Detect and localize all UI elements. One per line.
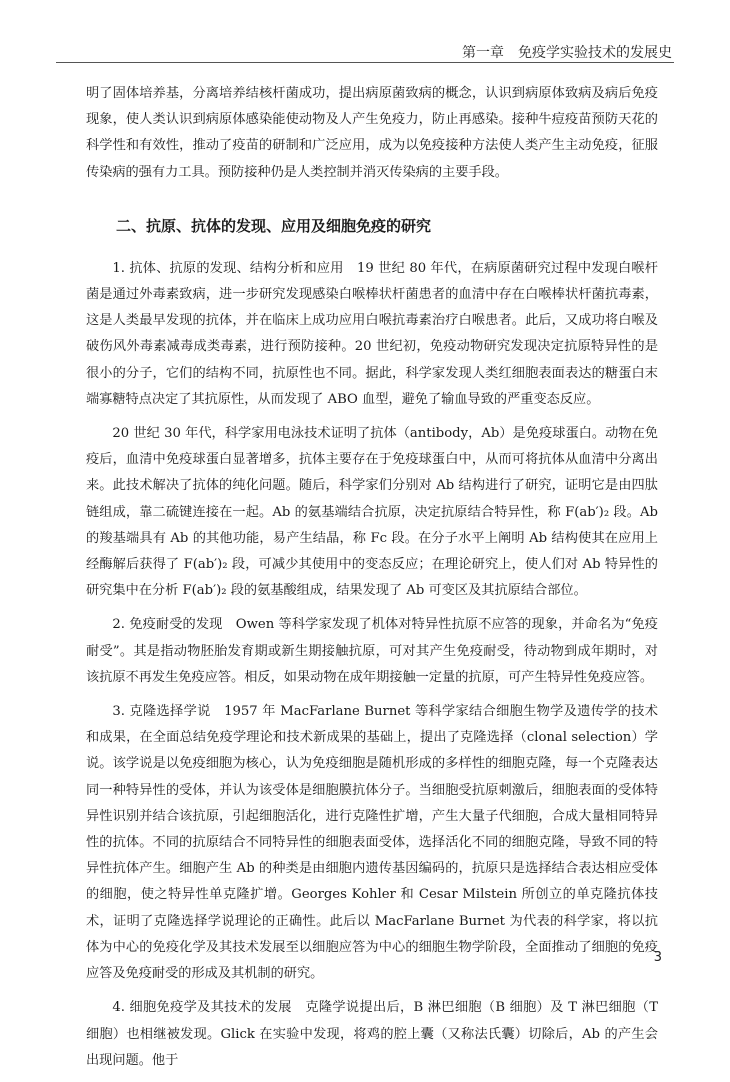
paragraph-antibody-antigen: 1. 抗体、抗原的发现、结构分析和应用 19 世纪 80 年代，在病原菌研究过程中发现白喉杆菌是通过外毒素致病，进一步研究发现感染白喉棒状杆菌患者的血清中存在白喉棒状杆菌抗毒素，这是人类最早发现的抗体，并在临床上成功应用白喉抗毒素治疗白喉患者。此后，又成功将白喉及破伤风外毒素减毒成类毒素，进行预防接种。20 世纪初，免疫动物研究发现决定抗原特异性的是很小的分子，它们的结构不同，抗原性也不同。据此，科学家发现人类红细胞表面表达的糖蛋白末端寡糖特点决定了其抗原性，从而发现了 ABO 血型，避免了输血导致的严重变态反应。 [86,260,658,407]
intro-paragraph: 明了固体培养基，分离培养结核杆菌成功，提出病原菌致病的概念，认识到病原体致病及病后免疫现象，使人类认识到病原体感染能使动物及人产生免疫力，防止再感染。接种牛痘疫苗预防天花的科学性和有效性，推动了疫苗的研制和广泛应用，成为以免疫接种方法使人类产生主动免疫，征服传染病的强有力工具。预防接种仍是人类控制并消灭传染病的主要手段。 [86,86,658,180]
paragraph-cellular-immunology: 4. 细胞免疫学及其技术的发展 克隆学说提出后，B 淋巴细胞（B 细胞）及 T 淋巴细胞（T 细胞）也相继被发现。Glick 在实验中发现，将鸡的腔上囊（又称法氏囊）切除后，Ab 的产生会出现问题。他于 [86,1000,658,1068]
paragraph-clonal-selection: 3. 克隆选择学说 1957 年 MacFarlane Burnet 等科学家结合细胞生物学及遗传学的技术和成果，在全面总结免疫学理论和技术新成果的基础上，提出了克隆选择（clonal selection）学说。该学说是以免疫细胞为核心，认为免疫细胞是随机形成的多样性的细胞克隆，每一个克隆表达同一种特异性的受体，并认为该受体是细胞膜抗体分子。当细胞受抗原刺激后，细胞表面的受体特异性识别并结合该抗原，引起细胞活化，进行克隆性扩增，产生大量子代细胞，合成大量相同特异性的抗体。不同的抗原结合不同特异性的细胞表面受体，选择活化不同的细胞克隆，导致不同的特异性抗体产生。细胞产生 Ab 的种类是由细胞内遗传基因编码的，抗原只是选择结合表达相应受体的细胞，使之特异性单克隆扩增。Georges Kohler 和 Cesar Milstein 所创立的单克隆抗体技术，证明了克隆选择学说理论的正确性。此后以 MacFarlane Burnet 为代表的科学家，将以抗体为中心的免疫化学及其技术发展至以细胞应答为中心的细胞生物学阶段，全面推动了细胞的免疫应答及免疫耐受的形成及其机制的研究。 [86,704,658,982]
paragraph-antibody-structure: 20 世纪 30 年代，科学家用电泳技术证明了抗体（antibody，Ab）是免疫球蛋白。动物在免疫后，血清中免疫球蛋白显著增多，抗体主要存在于免疫球蛋白中，从而可将抗体从血清中分离出来。此技术解决了抗体的纯化问题。随后，科学家们分别对 Ab 结构进行了研究，证明它是由四肽链组成，靠二硫键连接在一起。Ab 的氨基端结合抗原，决定抗原结合特异性，称 F(ab′)₂ 段。Ab 的羧基端具有 Ab 的其他功能，易产生结晶，称 Fc 段。在分子水平上阐明 Ab 结构使其在应用上经酶解后获得了 F(ab′)₂ 段，可减少其使用中的变态反应；在理论研究上，使人们对 Ab 特异性的研究集中在分析 F(ab′)₂ 段的氨基酸组成，结果发现了 Ab 可变区及其抗原结合部位。 [86,426,658,599]
page-content [86,81,658,1082]
running-header [0,38,730,68]
header-rule [56,62,674,63]
section-heading: 二、抗原、抗体的发现、应用及细胞免疫的研究 [116,216,432,235]
paragraph-immune-tolerance: 2. 免疫耐受的发现 Owen 等科学家发现了机体对特异性抗原不应答的现象，并命名为“免疫耐受”。其是指动物胚胎发育期或新生期接触抗原，可对其产生免疫耐受，待动物到成年期时，对该抗原不再发生免疫应答。相反，如果动物在成年期接触一定量的抗原，可产生特异性免疫应答。 [86,617,658,685]
chapter-title: 第一章 免疫学实验技术的发展史 [462,45,672,61]
page-number: 3 [653,950,662,965]
